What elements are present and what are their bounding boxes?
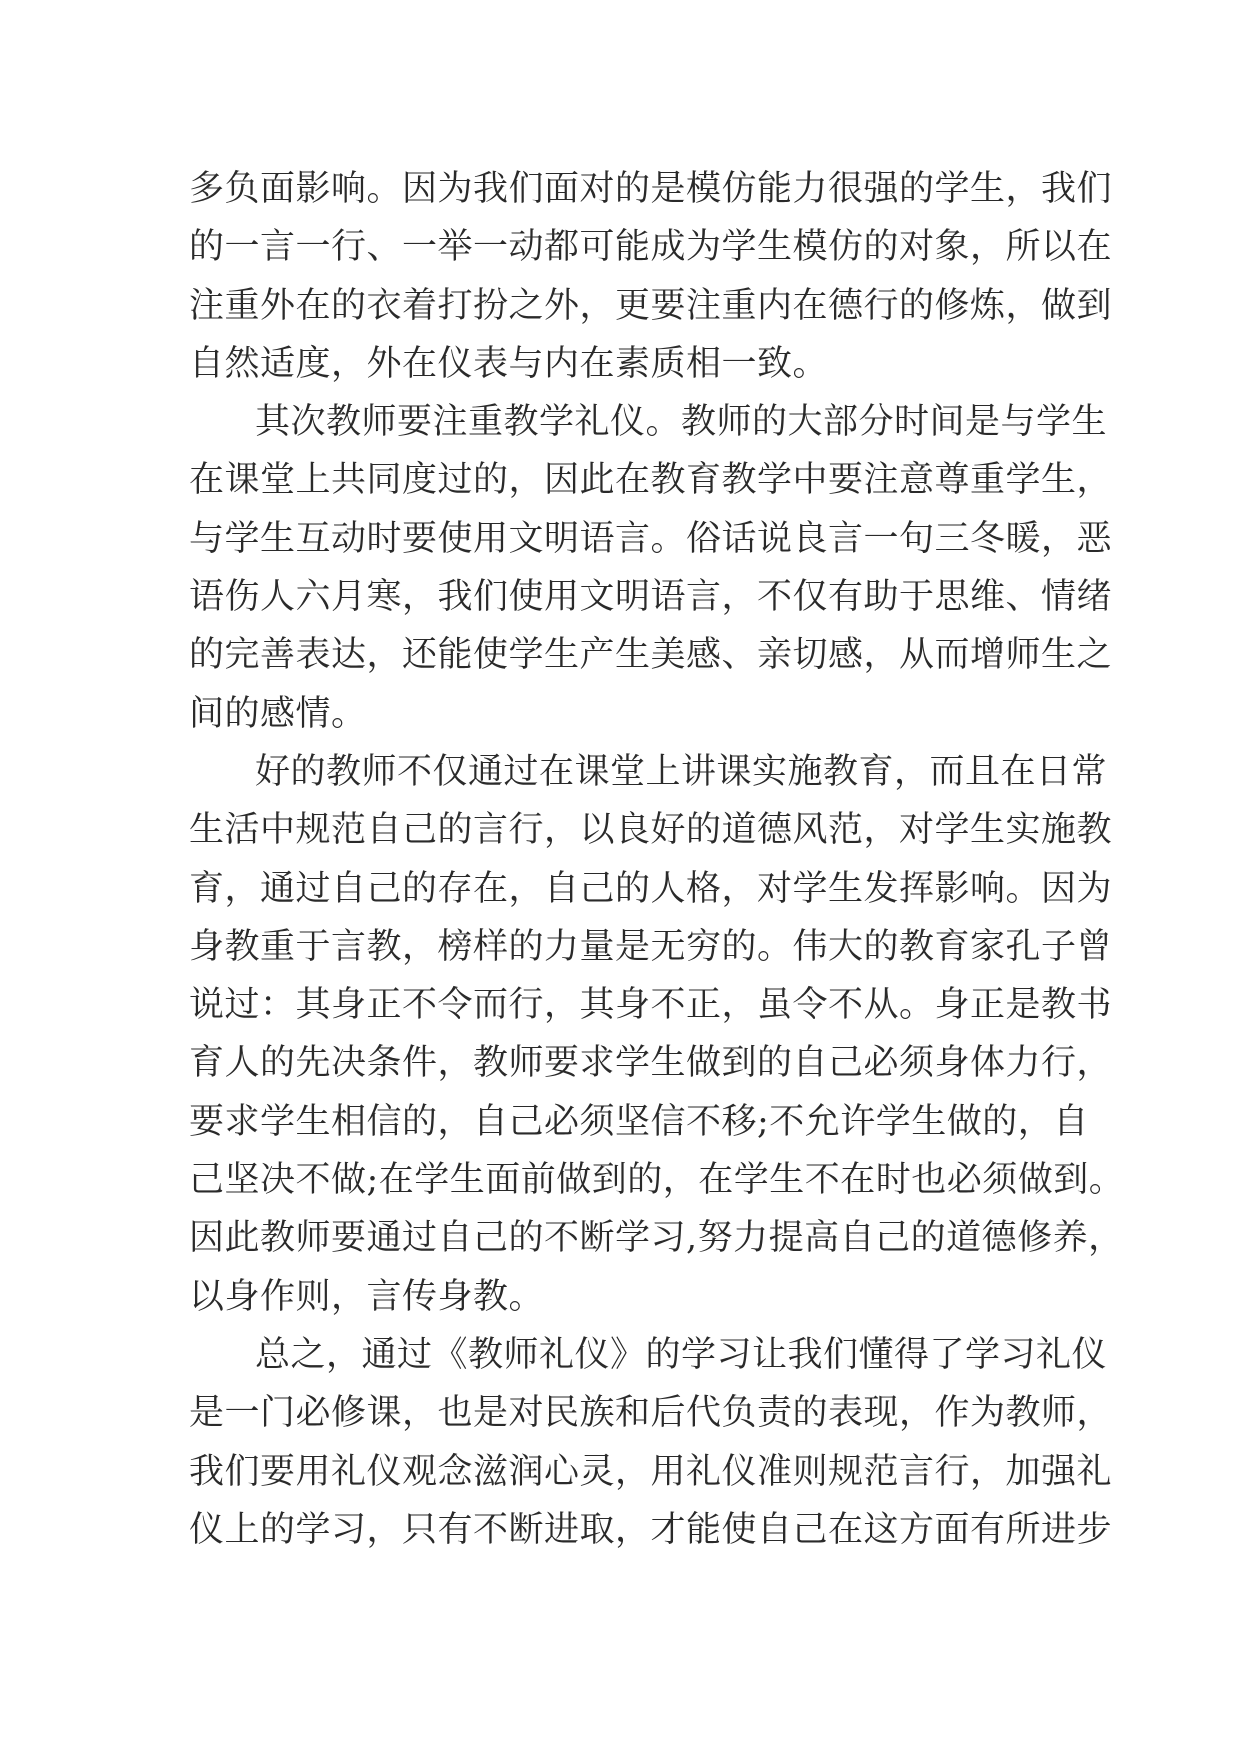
text-line: 间的感情。 bbox=[189, 693, 367, 734]
text-line: 仪上的学习，只有不断进取，才能使自己在这方面有所进步 bbox=[189, 1509, 1113, 1550]
text-line: 注重外在的衣着打扮之外，更要注重内在德行的修炼，做到 bbox=[189, 285, 1113, 326]
text-line: 育人的先决条件，教师要求学生做到的自己必须身体力行， bbox=[189, 1043, 1113, 1084]
text-line: 与学生互动时要使用文明语言。俗话说良言一句三冬暖，恶 bbox=[189, 518, 1113, 559]
text-line: 的一言一行、一举一动都可能成为学生模仿的对象，所以在 bbox=[189, 227, 1113, 268]
paragraph-p3 bbox=[189, 743, 1125, 1326]
text-line: 身教重于言教，榜样的力量是无穷的。伟大的教育家孔子曾 bbox=[189, 926, 1113, 967]
text-line: 在课堂上共同度过的，因此在教育教学中要注意尊重学生， bbox=[189, 460, 1113, 501]
text-line: 育，通过自己的存在，自己的人格，对学生发挥影响。因为 bbox=[189, 868, 1113, 909]
text-line: 我们要用礼仪观念滋润心灵，用礼仪准则规范言行，加强礼 bbox=[189, 1451, 1113, 1492]
text-line: 己坚决不做;在学生面前做到的，在学生不在时也必须做到。 bbox=[189, 1160, 1125, 1201]
text-line: 多负面影响。因为我们面对的是模仿能力很强的学生，我们 bbox=[189, 169, 1113, 209]
text-line: 是一门必修课，也是对民族和后代负责的表现，作为教师， bbox=[189, 1393, 1113, 1434]
text-line: 以身作则，言传身教。 bbox=[189, 1276, 545, 1317]
text-line: 其次教师要注重教学礼仪。教师的大部分时间是与学生 bbox=[255, 402, 1108, 443]
text-line: 的完善表达，还能使学生产生美感、亲切感，从而增师生之 bbox=[189, 635, 1113, 676]
text-line: 因此教师要通过自己的不断学习,努力提高自己的道德修养， bbox=[189, 1218, 1124, 1259]
text-line: 生活中规范自己的言行，以良好的道德风范，对学生实施教 bbox=[189, 810, 1113, 851]
text-line: 自然适度，外在仪表与内在素质相一致。 bbox=[189, 343, 829, 384]
paragraph-p2 bbox=[189, 393, 1113, 743]
text-line: 好的教师不仅通过在课堂上讲课实施教育，而且在日常 bbox=[255, 751, 1108, 792]
text-line: 说过：其身正不令而行，其身不正，虽令不从。身正是教书 bbox=[189, 985, 1113, 1026]
text-line: 语伤人六月寒，我们使用文明语言，不仅有助于思维、情绪 bbox=[189, 577, 1113, 618]
text-line: 总之，通过《教师礼仪》的学习让我们懂得了学习礼仪 bbox=[255, 1334, 1108, 1375]
paragraph-p1 bbox=[189, 160, 1113, 393]
paragraph-p4 bbox=[189, 1326, 1113, 1559]
text-line: 要求学生相信的，自己必须坚信不移;不允许学生做的，自 bbox=[189, 1101, 1089, 1142]
document-body bbox=[189, 160, 1125, 1559]
